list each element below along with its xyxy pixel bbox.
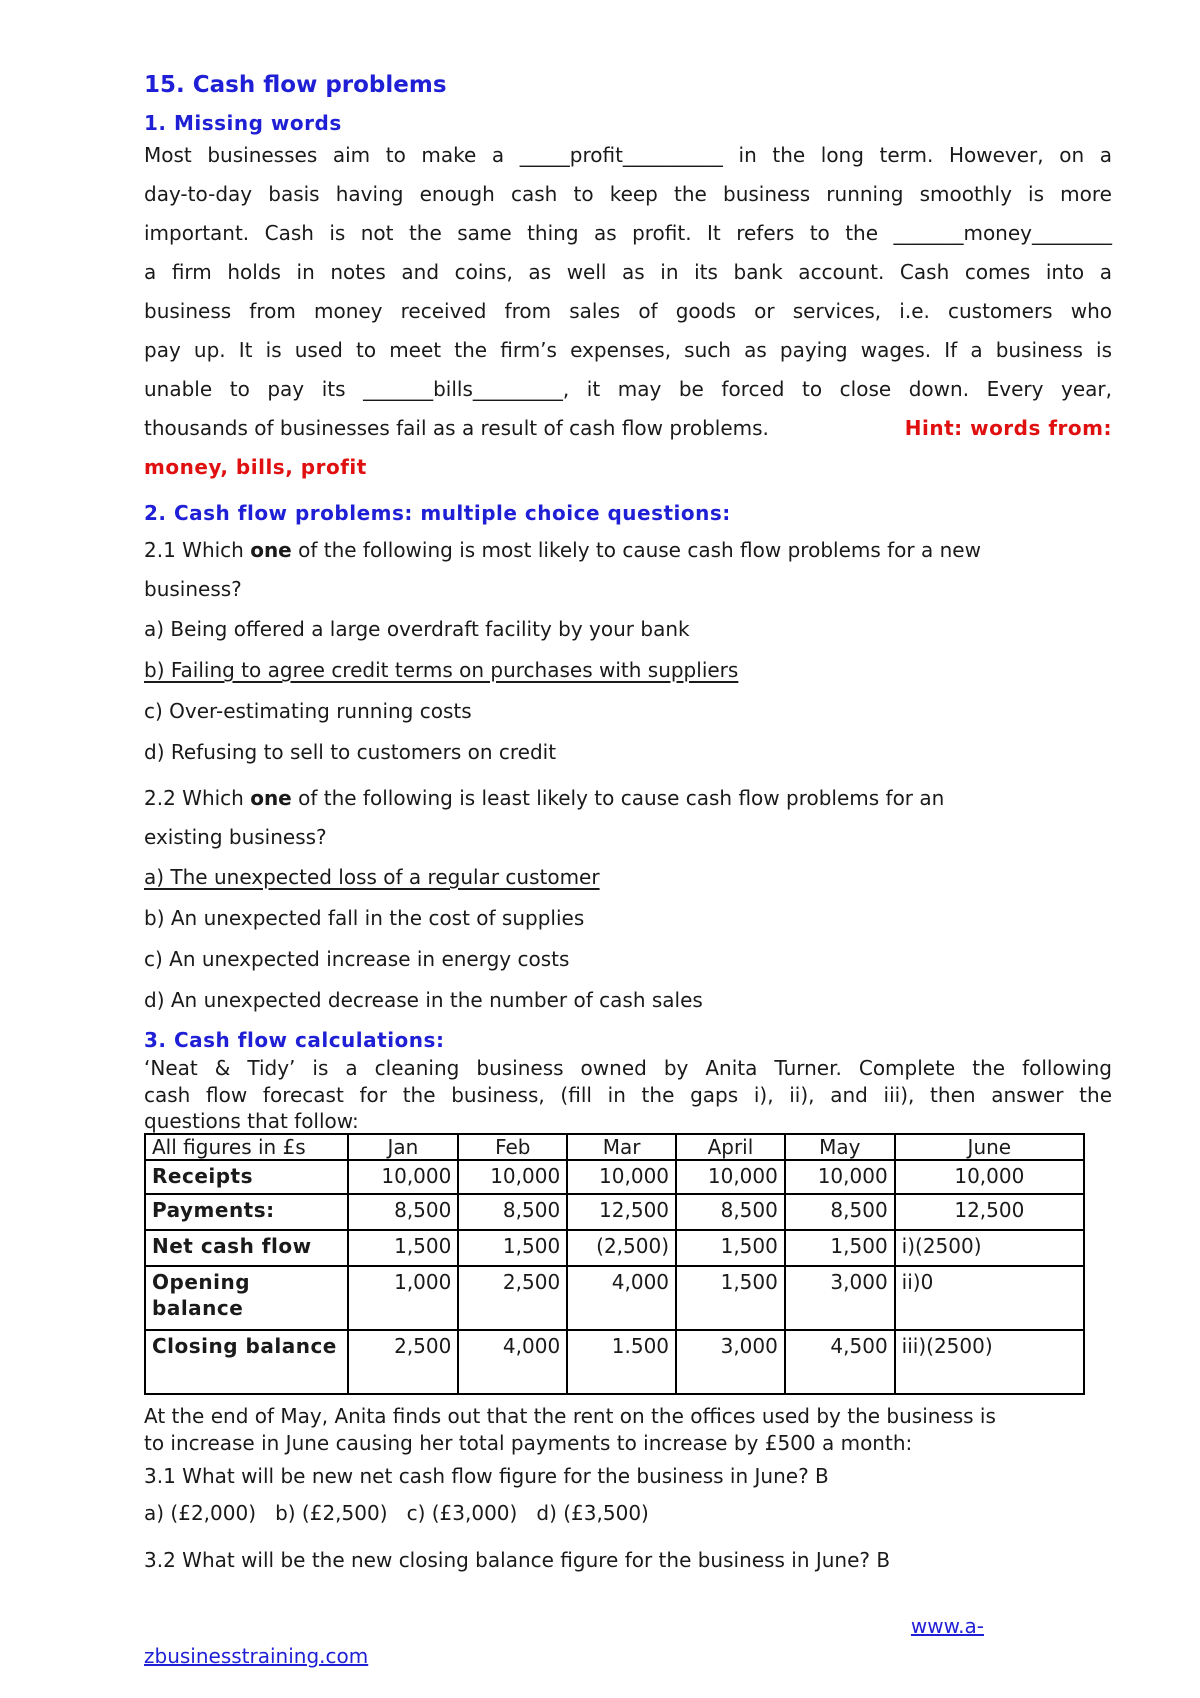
text-line: a firm holds in notes and coins, as well as in its bank account. Cash comes into a — [144, 259, 1112, 284]
option-a — [144, 857, 1112, 898]
text-line: pay up. It is used to meet the firm’s expenses, such as paying wages. If a business is — [144, 337, 1112, 362]
text-line: business from money received from sales of goods or services, i.e. customers who — [144, 298, 1112, 323]
question-3-1-options: a) (£2,000) b) (£2,500) c) (£3,000) d) (£3,500) — [144, 1500, 649, 1525]
table-cell: 1,500 — [458, 1230, 567, 1266]
table-cell: 10,000 — [895, 1160, 1084, 1194]
table-cell: 10,000 — [458, 1160, 567, 1194]
rent-increase-text — [144, 1403, 1112, 1457]
row-label: Payments: — [145, 1194, 348, 1230]
option-c: c) Over-estimating running costs — [144, 698, 472, 723]
column-header: June — [895, 1134, 1084, 1160]
row-label: Opening balance — [145, 1266, 348, 1330]
question-2-1 — [144, 531, 1112, 773]
text-fragment: of the following is most likely to cause cash flow problems for a new — [291, 537, 981, 562]
website-link-part-1[interactable]: www.a- — [910, 1614, 984, 1638]
cash-flow-intro — [144, 1055, 1112, 1133]
selected-answer: b) Failing to agree credit terms on purchases with suppliers — [144, 657, 739, 682]
document-page — [144, 72, 1112, 1579]
column-header: Mar — [567, 1134, 676, 1160]
text-fragment: 2.1 Which — [144, 537, 251, 562]
table-cell: 10,000 — [676, 1160, 785, 1194]
table-cell: 1,500 — [676, 1230, 785, 1266]
table-cell: 8,500 — [458, 1194, 567, 1230]
column-header: Feb — [458, 1134, 567, 1160]
emphasis: one — [250, 537, 292, 562]
table-row — [145, 1330, 1084, 1394]
section-3-heading: 3. Cash flow calculations: — [144, 1027, 445, 1052]
selected-answer: a) The unexpected loss of a regular customer — [144, 864, 600, 889]
text-line: important. Cash is not the same thing as profit. It refers to the _______money________ — [144, 220, 1112, 245]
option-d: d) Refusing to sell to customers on credit — [144, 739, 557, 764]
table-header-row — [145, 1134, 1084, 1160]
table-cell: 12,500 — [895, 1194, 1084, 1230]
column-header: May — [785, 1134, 895, 1160]
row-label: Receipts — [145, 1160, 348, 1194]
text-fragment: thousands of businesses fail as a result of cash flow problems. — [144, 415, 769, 440]
row-label: Net cash flow — [145, 1230, 348, 1266]
row-label: Closing balance — [145, 1330, 348, 1394]
hint-label: Hint: words from: — [904, 415, 1112, 440]
text-line: day-to-day basis having enough cash to keep the business running smoothly is more — [144, 181, 1112, 206]
option-b: b) An unexpected fall in the cost of supplies — [144, 905, 585, 930]
text-fragment: 2.2 Which — [144, 785, 251, 810]
table-cell: 4,000 — [458, 1330, 567, 1394]
question-3-2: 3.2 What will be the new closing balance figure for the business in June? B — [144, 1547, 891, 1572]
table-cell: 8,500 — [676, 1194, 785, 1230]
table-cell: 2,500 — [348, 1330, 459, 1394]
table-row — [145, 1160, 1084, 1194]
table-cell: 10,000 — [785, 1160, 895, 1194]
text-line: Most businesses aim to make a _____profit__________ in the long term. However, on a — [144, 142, 1112, 167]
table-row — [145, 1194, 1084, 1230]
table-cell: 4,500 — [785, 1330, 895, 1394]
table-cell: 3,000 — [785, 1266, 895, 1330]
table-cell: 1,000 — [348, 1266, 459, 1330]
emphasis: one — [250, 785, 292, 810]
missing-words-paragraph — [144, 136, 1112, 487]
table-cell-answer: i)(2500) — [895, 1230, 1084, 1266]
table-cell-answer: iii)(2500) — [895, 1330, 1084, 1394]
table-row — [145, 1230, 1084, 1266]
section-1-heading: 1. Missing words — [144, 110, 342, 135]
question-2-2 — [144, 779, 1112, 1021]
question-text — [144, 531, 1112, 570]
website-link-part-2[interactable]: zbusinesstraining.com — [144, 1644, 369, 1668]
table-cell: 1,500 — [348, 1230, 459, 1266]
table-cell: 8,500 — [785, 1194, 895, 1230]
table-cell: 10,000 — [348, 1160, 459, 1194]
hint-words: money, bills, profit — [144, 454, 367, 479]
text-line: At the end of May, Anita finds out that the rent on the offices used by the business is — [144, 1403, 996, 1428]
text-line: to increase in June causing her total payments to increase by £500 a month: — [144, 1430, 913, 1455]
text-line: unable to pay its _______bills_________, it may be forced to close down. Every year, — [144, 376, 1112, 401]
table-cell: 2,500 — [458, 1266, 567, 1330]
table-cell: 1,500 — [676, 1266, 785, 1330]
text-line: cash flow forecast for the business, (fill in the gaps i), ii), and iii), then answer the — [144, 1082, 1112, 1107]
text-line: ‘Neat & Tidy’ is a cleaning business owned by Anita Turner. Complete the following — [144, 1055, 1112, 1080]
option-d: d) An unexpected decrease in the number of cash sales — [144, 987, 703, 1012]
page-title: 15. Cash flow problems — [144, 72, 447, 98]
table-cell: (2,500) — [567, 1230, 676, 1266]
text-line — [144, 409, 1112, 448]
question-text — [144, 779, 1112, 818]
option-c: c) An unexpected increase in energy costs — [144, 946, 570, 971]
option-a: a) Being offered a large overdraft facility by your bank — [144, 616, 690, 641]
question-text: business? — [144, 576, 242, 601]
table-cell: 1,500 — [785, 1230, 895, 1266]
cash-flow-table — [144, 1133, 1085, 1395]
table-cell: 10,000 — [567, 1160, 676, 1194]
table-cell-answer: ii)0 — [895, 1266, 1084, 1330]
table-cell: 1.500 — [567, 1330, 676, 1394]
table-cell: 12,500 — [567, 1194, 676, 1230]
table-cell: 3,000 — [676, 1330, 785, 1394]
table-row — [145, 1266, 1084, 1330]
column-header: Jan — [348, 1134, 459, 1160]
table-cell: 8,500 — [348, 1194, 459, 1230]
section-2-heading: 2. Cash flow problems: multiple choice questions: — [144, 500, 731, 525]
text-fragment: of the following is least likely to cause cash flow problems for an — [291, 785, 945, 810]
column-header: All figures in £s — [145, 1134, 348, 1160]
column-header: April — [676, 1134, 785, 1160]
table-cell: 4,000 — [567, 1266, 676, 1330]
text-line: questions that follow: — [144, 1108, 359, 1133]
question-text: existing business? — [144, 824, 327, 849]
option-b — [144, 650, 1112, 691]
question-3-1: 3.1 What will be new net cash flow figure for the business in June? B — [144, 1463, 829, 1488]
